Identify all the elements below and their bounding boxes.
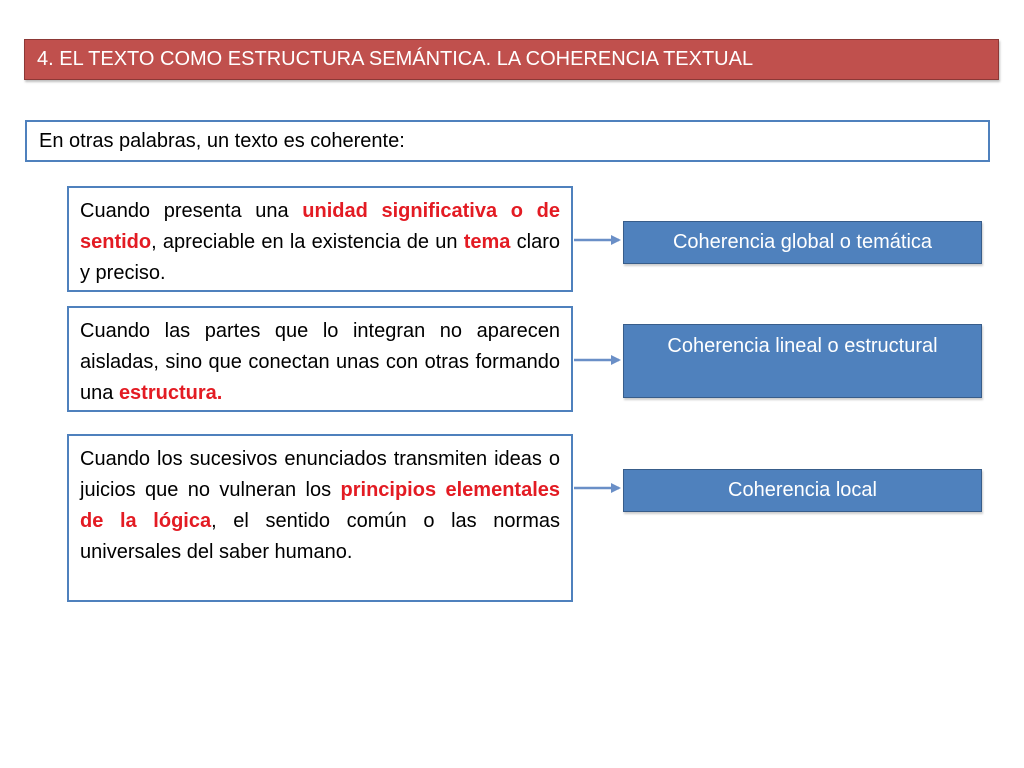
desc-text: , el sentido común o las normas universales del saber humano.	[80, 510, 560, 563]
desc-text: Cuando presenta una	[80, 200, 303, 222]
highlight-principios-logica: principios elementales de la lógica	[80, 479, 560, 532]
intro-statement: En otras palabras, un texto es coherente:	[25, 120, 990, 162]
desc-text: , apreciable en la existencia de un	[151, 231, 464, 253]
label-coherencia-lineal: Coherencia lineal o estructural	[623, 324, 982, 398]
slide-title: 4. EL TEXTO COMO ESTRUCTURA SEMÁNTICA. LA COHERENCIA TEXTUAL	[24, 39, 999, 80]
desc-text: Cuando las partes que lo integran no aparecen aisladas, sino que conectan unas con otras formando una	[80, 320, 560, 404]
description-box-global	[67, 186, 573, 292]
highlight-unidad-significativa: unidad significativa o de sentido	[80, 200, 560, 253]
desc-text: Cuando los sucesivos enunciados transmiten ideas o juicios que no vulneran los	[80, 448, 560, 501]
description-box-local	[67, 434, 573, 602]
label-coherencia-global: Coherencia global o temática	[623, 221, 982, 264]
description-box-lineal	[67, 306, 573, 412]
highlight-tema: tema	[463, 231, 511, 253]
desc-text: claro y preciso.	[80, 231, 561, 284]
highlight-estructura: estructura.	[118, 382, 223, 404]
label-coherencia-local: Coherencia local	[623, 469, 982, 512]
